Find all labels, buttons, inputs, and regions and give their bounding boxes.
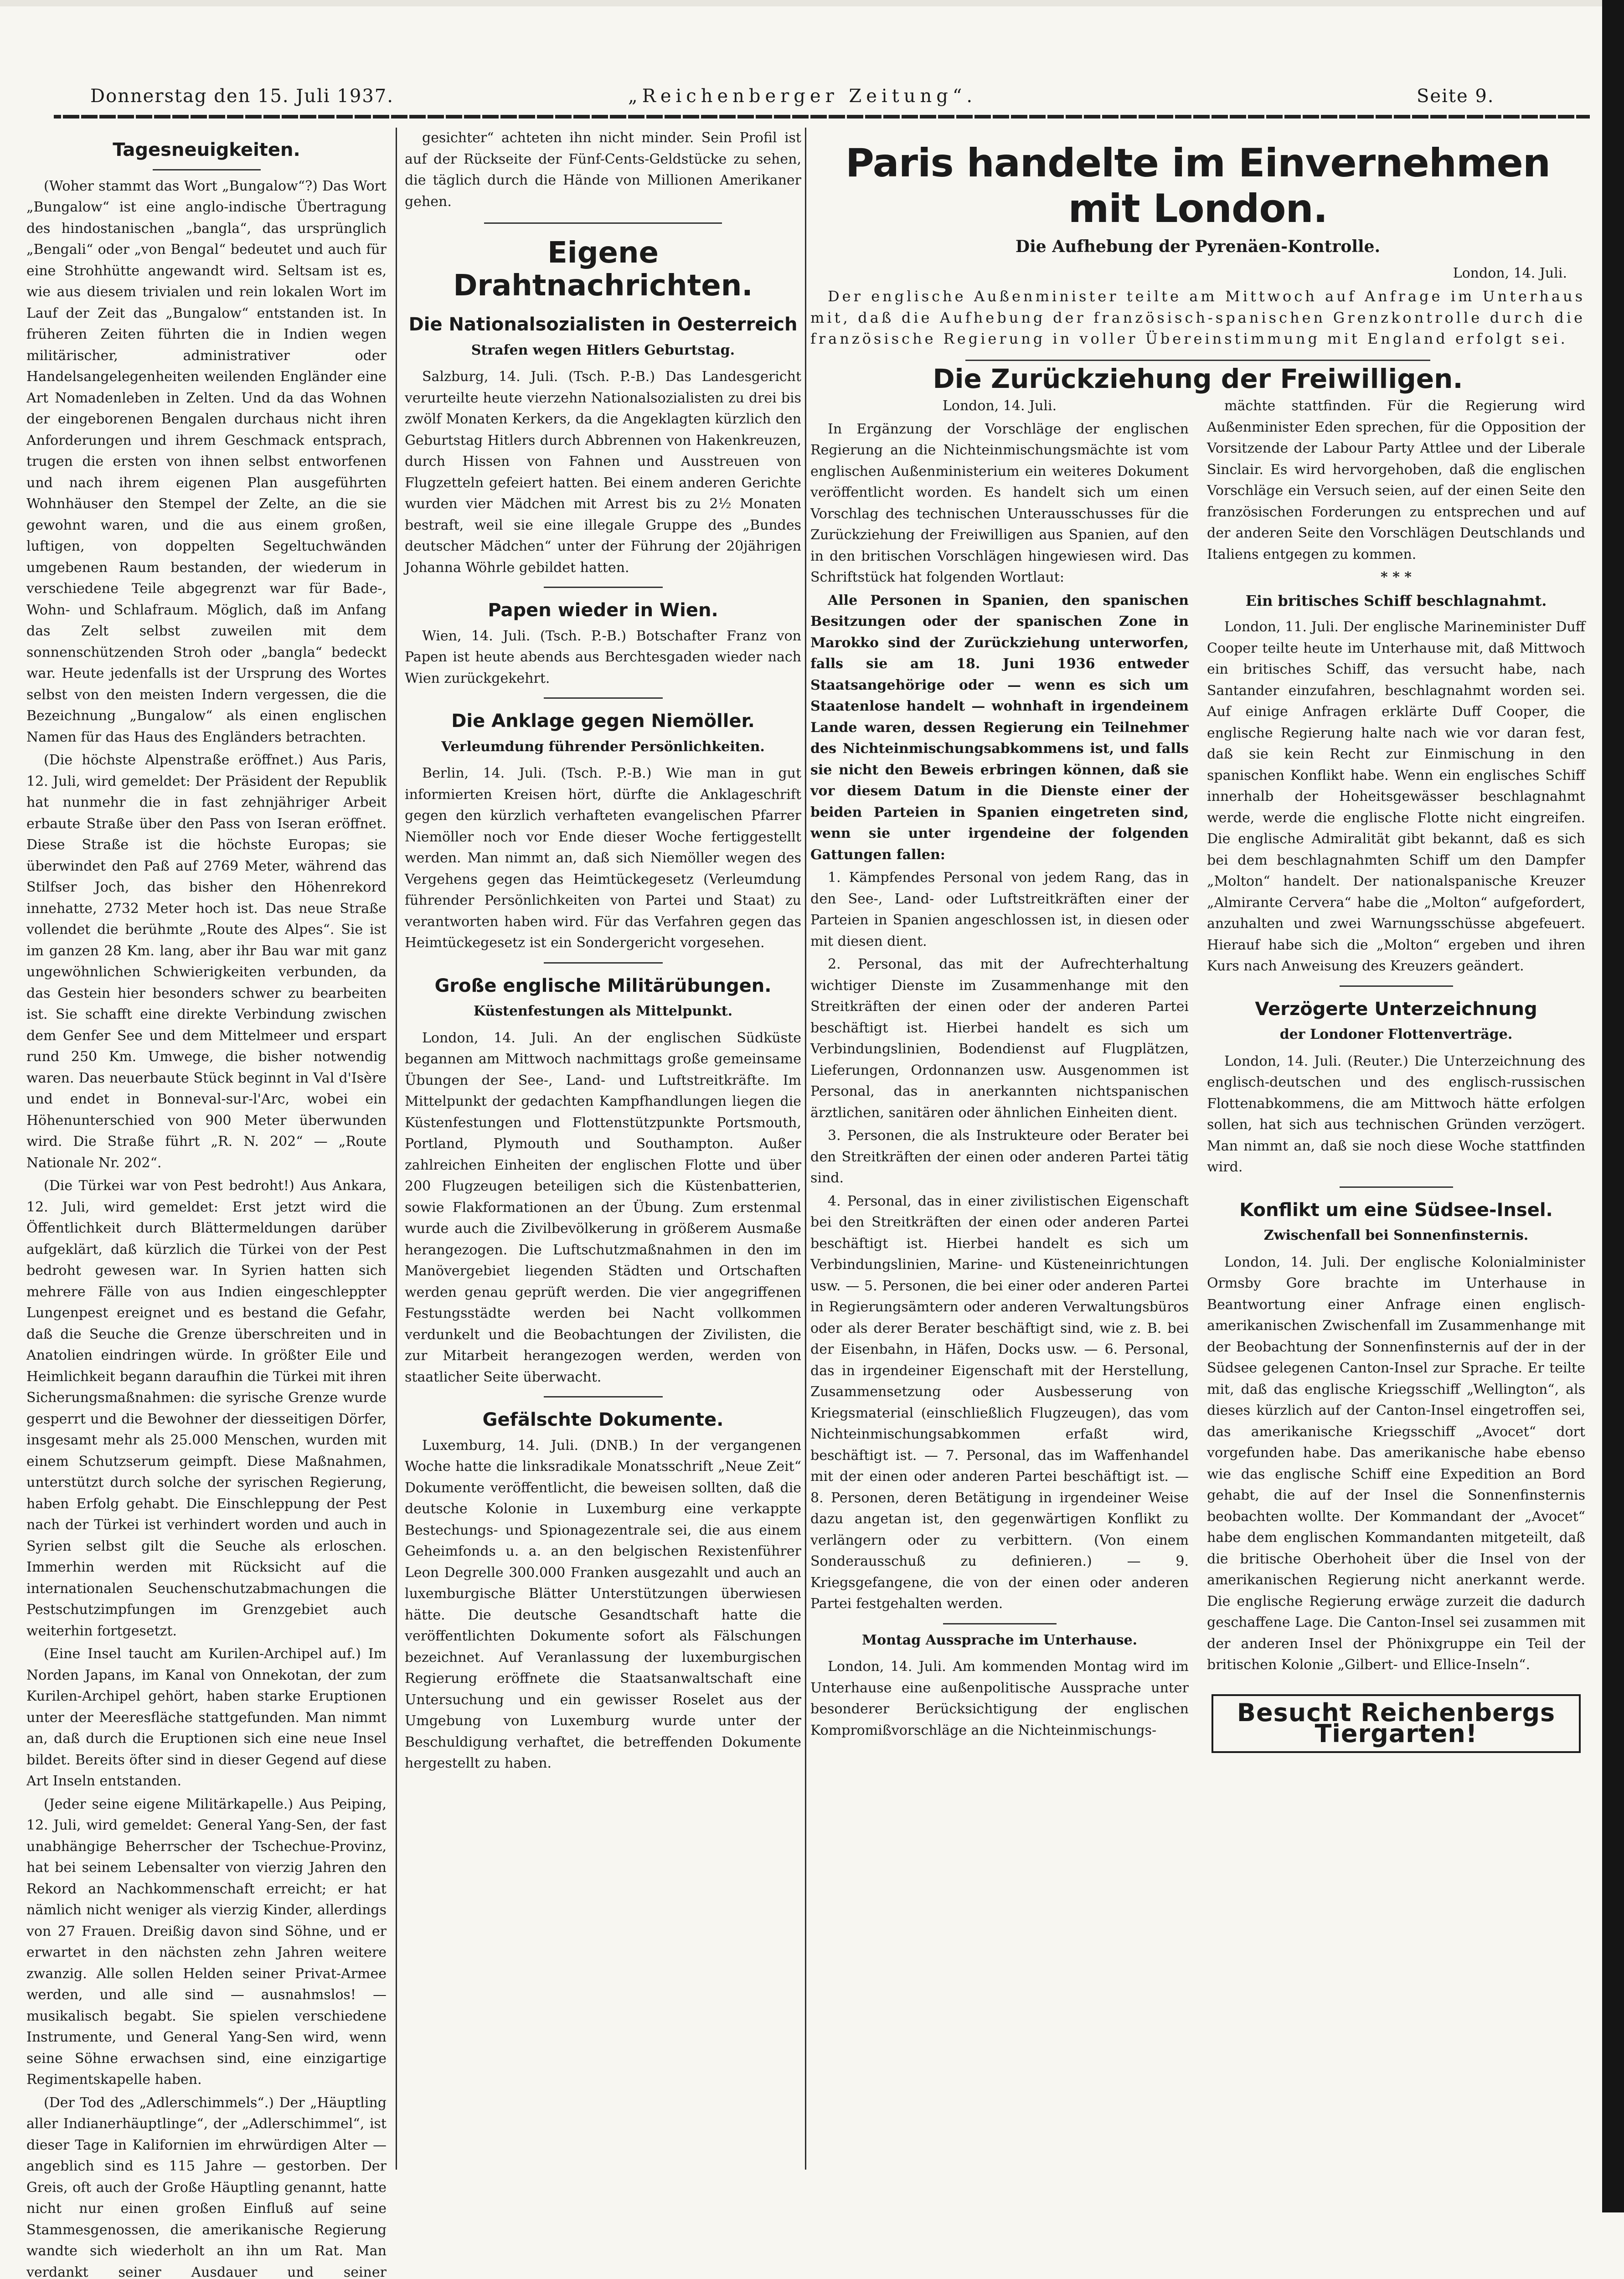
subheadline-aussprache: Montag Aussprache im Unterhause. <box>810 1630 1189 1651</box>
article-aussprache: London, 14. Juli. Am kommenden Montag wird im Unterhause eine außenpolitische Aussprache unter besonderer Berücksichtigung der englischen Kompromißvorschläge an die Nichteinmischungs- <box>810 1656 1189 1741</box>
divider <box>544 587 663 588</box>
column-rule-2 <box>805 128 806 2170</box>
article-item-1: 1. Kämpfendes Personal von jedem Rang, das in den See-, Land- oder Luftstreitkräften einer der Parteien in Spanien angeschlossen ist, in diesen oder mit diesen dient. <box>810 867 1189 952</box>
divider <box>544 1396 663 1397</box>
article-canton-insel: London, 14. Juli. Der englische Kolonialminister Ormsby Gore brachte im Unterhause in Beantwortung einer Anfrage einen englisch-amerikanischen Zwischenfall im Zusammenhange mit der Beobachtung der Sonnenfinsternis auf der in der Südsee gelegenen Canton-Insel zur Sprache. Er teilte mit, daß das englische Kriegsschiff „Wellington“, als dieses kürzlich auf der Canton-Insel eingetroffen sei, das amerikanische Kriegsschiff „Avocet“ dort vorgefunden habe. Das amerikanische habe ebenso wie das englische Schiff eine Expedition an Bord gehabt, die auf der Insel die Sonnenfinsternis beobachten wollte. Der Kommandant der „Avocet“ habe dem englischen Kommandanten mitgeteilt, daß die britische Oberhoheit über die Insel von der amerikanischen Regierung nicht anerkannt werde. Die englische Regierung erwäge zurzeit die dadurch geschaffene Lage. Die Canton-Insel sei zusammen mit der anderen Insel der Phönixgruppe ein Teil der britischen Kolonie „Gilbert- und Ellice-Inseln“. <box>1207 1252 1585 1676</box>
divider <box>153 169 261 170</box>
section-title-drahtnachrichten: Eigene Drahtnachrichten. <box>405 237 801 302</box>
two-column-block <box>810 396 1585 1753</box>
headline-militaeruebungen: Große englische Militärübungen. <box>405 975 801 997</box>
subcolumn-left <box>810 396 1189 1753</box>
article-alpenstrasse: (Die höchste Alpenstraße eröffnet.) Aus Paris, 12. Juli, wird gemeldet: Der Präsident der Republik hat nunmehr die in fast zehnjähriger Arbeit erbaute Straße über den Pass von Iseran eröffnet. Diese Straße ist die höchste Europas; sie überwindet den Paß auf 2769 Meter, während das Stilfser Joch, das bisher den Höhenrekord innehatte, 2732 Meter hoch ist. Das neue Straße vollendet die berühmte „Route des Alpes“. Sie ist im ganzen 28 Km. lang, aber ihr Bau war mit ganz ungewöhnlichen Schwierigkeiten verbunden, da das Gestein hier besonders schwer zu bearbeiten ist. Sie schafft eine direkte Verbindung zwischen dem Genfer See und dem Mittelmeer und erspart rund 250 Km. Umwege, die bisher notwendig waren. Das neuerbaute Stück beginnt in Val d'Isère und endet in Bonneval-sur-l'Arc, wobei ein Höhenunterschied von 900 Meter überwunden wird. Die Straße führt „R. N. 202“ — „Route Nationale Nr. 202“. <box>26 750 387 1174</box>
headline-zurueckziehung: Die Zurückziehung der Freiwilligen. <box>810 368 1585 390</box>
divider <box>1340 985 1453 987</box>
main-lead-paragraph: Der englische Außenminister teilte am Mittwoch auf Anfrage im Unterhaus mit, daß die Aufhebung der französisch-spanischen Grenzkontrolle durch die französische Regierung in voller Übereinstimmung mit England erfolgt sei. <box>810 286 1585 350</box>
divider <box>943 1623 1057 1624</box>
headline-niemoeller: Die Anklage gegen Niemöller. <box>405 711 801 732</box>
article-adlerschimmel: (Der Tod des „Adlerschimmels“.) Der „Häuptling aller Indianerhäuptlinge“, der „Adlerschimmel“, ist dieser Tage in Kalifornien im ehrwürdigen Alter — angeblich sind es 115 Jahre — gestorben. Der Greis, oft auch der Große Häuptling genannt, hatte nicht nur einen großen Einfluß auf seine Stammesgenossen, die amerikanische Regierung wandte sich wiederholt an ihn um Rat. Man verdankt seiner Ausdauer und seiner <box>26 2093 387 2279</box>
newspaper-page <box>26 64 1585 2188</box>
article-item-2: 2. Personal, das mit der Aufrechterhaltung wichtiger Dienste im Zusammenhange mit den Streitkräften der einen oder der anderen Partei beschäftigt ist. Hierbei handelt es sich um Verbindungslinien, Bodendienst auf Flugplätzen, Lieferungen, Ordonnanzen usw. Ausgenommen ist Personal, das in anerkannten nichtspanischen ärztlichen, sanitären oder ähnlichen Einheiten dient. <box>810 954 1189 1124</box>
page-top-edge <box>0 0 1624 6</box>
header-page-number: Seite 9. <box>1417 86 1495 107</box>
article-item-3: 3. Personen, die als Instrukteure oder Berater bei den Streitkräften der einen oder anderen Partei tätig sind. <box>810 1125 1189 1189</box>
subheadline-niemoeller: Verleumdung führender Persönlichkeiten. <box>405 737 801 758</box>
divider <box>544 962 663 964</box>
subheadline-kuestenfestungen: Küstenfestungen als Mittelpunkt. <box>405 1001 801 1022</box>
headline-nationalsozialisten: Die Nationalsozialisten in Oesterreich <box>405 314 801 335</box>
article-item-4-9: 4. Personal, das in einer zivilistischen Eigenschaft bei den Streitkräften der einen oder anderen Partei beschäftigt ist. Hierbei handelt es sich um Verbindungslinien, Marine- und Küsteneinrichtungen usw. — 5. Personen, die bei einer oder anderen Partei in Regierungsämtern oder anderen Verwaltungsbüros oder als derer Berater beschäftigt sind, wie z. B. bei der Eisenbahn, in Häfen, Docks usw. — 6. Personal, das in irgendeiner Eigenschaft mit der Herstellung, Zusammensetzung oder Ausbesserung von Kriegsmaterial (einschließlich Flugzeugen), das vom Nichteinmischungsabkommen erfaßt wird, beschäftigt ist. — 7. Personal, das im Waffenhandel mit der einen oder anderen Partei beschäftigt ist. — 8. Personen, deren Betätigung in irgendeiner Weise dazu angetan ist, den gegenwärtigen Konflikt zu verlängern oder zu verbittern. (Von einem Sonderausschuß zu definieren.) — 9. Kriegsgefangene, die von der einen oder anderen Partei festgehalten werden. <box>810 1191 1189 1615</box>
headline-gefaelschte-dokumente: Gefälschte Dokumente. <box>405 1409 801 1431</box>
headline-verzoegerte-unterzeichnung: Verzögerte Unterzeichnung <box>1207 999 1585 1020</box>
dateline-london: London, 14. Juli. <box>810 396 1189 417</box>
article-schiff-beschlagnahmt: London, 11. Juli. Der englische Marineminister Duff Cooper teilte heute im Unterhause mit, daß Mittwoch ein britisches Schiff, das versucht habe, nach Santander einzufahren, beschlagnahmt worden sei. Auf einige Anfragen erklärte Duff Cooper, die englische Regierung halte nach wie vor daran fest, daß sie kein Recht zur Einmischung in den spanischen Konflikt habe. Wenn ein englisches Schiff innerhalb der Hoheitsgewässer beschlagnahmt werde, werde die englische Flotte nicht eingreifen. Die englische Admiralität gibt bekannt, daß es sich bei dem beschlagnahmten Schiff um den Dampfer „Molton“ handelt. Der nationalspanische Kreuzer „Almirante Cervera“ habe die „Molton“ aufgefordert, anzuhalten und zwei Warnungsschüsse abgefeuert. Hierauf habe sich die „Molton“ ergeben und ihren Kurs nach Anweisung des Kreuzers geändert. <box>1207 617 1585 977</box>
subcolumn-right <box>1207 396 1585 1753</box>
subheadline-sonnenfinsternis: Zwischenfall bei Sonnenfinsternis. <box>1207 1225 1585 1247</box>
headline-suedsee-insel: Konflikt um eine Südsee-Insel. <box>1207 1200 1585 1221</box>
divider <box>544 697 663 699</box>
divider <box>965 360 1430 361</box>
article-vorschlag: In Ergänzung der Vorschläge der englischen Regierung an die Nichteinmischungsmächte ist vom englischen Außenministerium ein weiteres Dokument veröffentlicht worden. Es handelt sich um einen Vorschlag des technischen Unterausschusses für die Zurückziehung der Freiwilligen aus Spanien, auf den in den britischen Vorschlägen hingewiesen wird. Das Schriftstück hat folgenden Wortlaut: <box>810 419 1189 588</box>
main-headline-paris-london: Paris handelte im Einvernehmen mit London. <box>810 140 1585 232</box>
article-alle-personen: Alle Personen in Spanien, den spanischen Besitzungen oder der spanischen Zone in Marokko sind der Zurückziehung unterworfen, falls sie am 18. Juni 1936 entweder Staatsangehörige oder — wenn es sich um Staatenlose handelt — wohnhaft in irgendeinem Lande waren, dessen Regierung ein Teilnehmer des Nichteinmischungsabkommens ist, und falls sie nicht den Beweis erbringen können, daß sie vor diesem Datum in die Dienste einer der beiden Parteien in Spanien eingetreten sind, wenn sie unter irgendeine der folgenden Gattungen fallen: <box>810 590 1189 866</box>
section-title-tagesneuigkeiten: Tagesneuigkeiten. <box>26 139 387 161</box>
page-header <box>26 64 1585 100</box>
stars-separator: * * * <box>1207 567 1585 588</box>
headline-schiff-beschlagnahmt: Ein britisches Schiff beschlagnahmt. <box>1207 590 1585 612</box>
subheadline-hitlers-geburtstag: Strafen wegen Hitlers Geburtstag. <box>405 340 801 361</box>
article-luxemburg: Luxemburg, 14. Juli. (DNB.) In der vergangenen Woche hatte die linksradikale Monatsschrift „Neue Zeit“ Dokumente veröffentlicht, die beweisen sollten, daß die deutsche Kolonie in Luxemburg eine verkappte Bestechungs- und Spionagezentrale sei, die aus einem Geheimfonds u. a. an den belgischen Rexistenführer Leon Degrelle 300.000 Franken ausgezahlt und auch an luxemburgische Blätter Unterstützungen überwiesen hätte. Die deutsche Gesandtschaft hatte die veröffentlichten Dokumente sofort als Fälschungen bezeichnet. Auf Veranlassung der luxemburgischen Regierung eröffnete die Staatsanwaltschaft eine Untersuchung und ein gewisser Roselet aus der Umgebung von Luxemburg wurde unter der Beschuldigung verhaftet, die betreffenden Dokumente hergestellt zu haben. <box>405 1435 801 1774</box>
header-rule <box>54 115 1590 119</box>
divider <box>484 222 722 224</box>
advertisement-tiergarten: Besucht Reichenbergs Tiergarten! <box>1212 1694 1581 1753</box>
main-subheadline-pyrenaeen: Die Aufhebung der Pyrenäen-Kontrolle. <box>810 236 1585 258</box>
article-continuation-eden: mächte stattfinden. Für die Regierung wird Außenminister Eden sprechen, für die Opposition der Vorsitzende der Labour Party Attlee und der Liberale Sinclair. Es wird hervorgehoben, daß die englischen Vorschläge ein Versuch seien, auf der einen Seite den französischen Forderungen zu entsprechen und auf der anderen Seite den Vorschlägen Deutschlands und Italiens entgegen zu kommen. <box>1207 396 1585 565</box>
header-paper-name: „Reichenberger Zeitung“. <box>628 86 977 107</box>
main-dateline: London, 14. Juli. <box>810 263 1585 284</box>
header-date: Donnerstag den 15. Juli 1937. <box>90 86 394 107</box>
article-continuation: gesichter“ achteten ihn nicht minder. Sein Profil ist auf der Rückseite der Fünf-Cents-Geldstücke zu sehen, die täglich durch die Hände von Millionen Amerikaner gehen. <box>405 128 801 212</box>
article-papen: Wien, 14. Juli. (Tsch. P.-B.) Botschafter Franz von Papen ist heute abends aus Berchtesgaden wieder nach Wien zurückgekehrt. <box>405 626 801 690</box>
column-1 <box>26 128 387 2279</box>
column-rule-1 <box>396 128 397 2170</box>
divider <box>1340 1186 1453 1188</box>
article-militaeruebungen: London, 14. Juli. An der englischen Südküste begannen am Mittwoch nachmittags große gemeinsame Übungen der See-, Land- und Luftstreitkräfte. Im Mittelpunkt der gedachten Kampfhandlungen liegen die Küstenfestungen und Flottenstützpunkte Portsmouth, Portland, Plymouth und Southampton. Außer zahlreichen Einheiten der englischen Flotte und über 200 Flugzeugen beteiligen sich die Küstenbatterien, sowie Flakformationen an der Übung. Zum erstenmal wurde auch die Zivilbevölkerung in größerem Ausmaße herangezogen. Die Luftschutzmaßnahmen in den im Manövergebiet liegenden Städten und Ortschaften werden genau geprüft werden. Die vier angegriffenen Festungsstädte werden bei Nacht vollkommen verdunkelt und die Beobachtungen der Zivilisten, die zur Mitarbeit herangezogen werden, werden von staatlicher Seite überwacht. <box>405 1028 801 1388</box>
article-niemoeller: Berlin, 14. Juli. (Tsch. P.-B.) Wie man in gut informierten Kreisen hört, dürfte die Anklageschrift gegen den kürzlich verhafteten evangelischen Pfarrer Niemöller noch vor Ende dieser Woche fertiggestellt werden. Man nimmt an, daß sich Niemöller wegen des Vergehens gegen das Heimtückegesetz (Verleumdung führender Persönlichkeiten von Partei und Staat) zu verantworten haben wird. Für das Verfahren gegen das Heimtückegesetz ist ein Sondergericht vorgesehen. <box>405 763 801 954</box>
article-kurilen-insel: (Eine Insel taucht am Kurilen-Archipel auf.) Im Norden Japans, im Kanal von Onnekotan, der zum Kurilen-Archipel gehört, haben starke Eruptionen unter der Meeresfläche stattgefunden. Man nimmt an, daß durch die Eruptionen sich eine neue Insel bildet. Bereits öfter sind in dieser Gegend auf diese Art Inseln entstanden. <box>26 1644 387 1792</box>
article-tuerkei-pest: (Die Türkei war von Pest bedroht!) Aus Ankara, 12. Juli, wird gemeldet: Erst jetzt wird die Öffentlichkeit durch Blättermeldungen darüber aufgeklärt, daß kürzlich die Türkei von der Pest bedroht gewesen war. In Syrien hatten sich mehrere Fälle von aus Indien eingeschleppter Lungenpest ereignet und es bestand die Gefahr, daß die Seuche die Grenze überschreiten und in Anatolien eindringen würde. In größter Eile und Heimlichkeit begann daraufhin die Türkei mit ihren Sicherungsmaßnahmen: die syrische Grenze wurde gesperrt und die Bewohner der diesseitigen Dörfer, insgesamt mehr als 25.000 Menschen, wurden mit einem Schutzserum geimpft. Diese Maßnahmen, unterstützt durch solche der syrischen Regierung, haben Erfolg gehabt. Die Einschleppung der Pest nach der Türkei ist verhindert worden und auch in Syrien selbst gilt die Seuche als erloschen. Immerhin werden mit Rücksicht auf die internationalen Seuchenschutzabmachungen die Pestschutzimpfungen im Grenzgebiet auch weiterhin fortgesetzt. <box>26 1176 387 1642</box>
article-bungalow: (Woher stammt das Wort „Bungalow“?) Das Wort „Bungalow“ ist eine anglo-indische Übertragung des hindostanischen „bangla“, das ursprünglich „Bengali“ oder „von Bengal“ bedeutet und auch für eine Strohhütte angewandt wird. Seltsam ist es, wie aus diesem trivialen und rein lokalen Wort im Lauf der Zeit das „Bungalow“ entstanden ist. In früheren Zeiten führten die in Indien wegen militärischer, administrativer oder Handelsangelegenheiten weilenden Engländer eine Art Nomadenleben in Zelten. Und da das Wohnen der eingeborenen Bengalen durchaus nicht ihren Anforderungen und ihrem Geschmack entsprach, trugen die ersten von ihnen selbst entworfenen und nach ihrem eigenen Plan ausgeführten Wohnhäuser den Stempel der Zelte, an die sie gewohnt waren, und die aus einem großen, luftigen, von doppelten Segeltuchwänden umgebenen Raum bestanden, der wiederum in verschiedene Teile abgegrenzt war für Bade-, Wohn- und Schlafraum. Möglich, daß im Anfang das Zelt selbst zuweilen mit dem sonnenschützenden Stroh oder „bangla“ bedeckt war. Heute jedenfalls ist der Ursprung des Wortes selbst von den meisten Indern vergessen, die die Bezeichnung „Bungalow“ als einen englischen Namen für das Haus des Engländers betrachten. <box>26 176 387 748</box>
scan-dark-edge <box>1602 0 1624 2212</box>
column-2 <box>405 128 801 1776</box>
article-salzburg: Salzburg, 14. Juli. (Tsch. P.-B.) Das Landesgericht verurteilte heute vierzehn Nationalsozialisten zu drei bis zwölf Monaten Kerkers, da die Angeklagten kürzlich den Geburtstag Hitlers durch Abbrennen von Hakenkreuzen, durch Hissen von Fahnen und Ausstreuen von Flugzetteln gefeiert hatten. Bei einem anderen Gerichte wurden vier Mädchen mit Arrest bis zu 2½ Monaten bestraft, weil sie eine illegale Gruppe des „Bundes deutscher Mädchen“ unter der Führung der 20jährigen Johanna Wöhrle gebildet hatten. <box>405 366 801 578</box>
article-flottenvertraege: London, 14. Juli. (Reuter.) Die Unterzeichnung des englisch-deutschen und des englisch-russischen Flottenabkommens, die am Mittwoch hätte erfolgen sollen, hat sich aus technischen Gründen verzögert. Man nimmt an, daß sie noch diese Woche stattfinden wird. <box>1207 1051 1585 1178</box>
column-3 <box>810 128 1585 1753</box>
subheadline-flottenvertraege: der Londoner Flottenverträge. <box>1207 1024 1585 1046</box>
article-militaerkapelle: (Jeder seine eigene Militärkapelle.) Aus Peiping, 12. Juli, wird gemeldet: General Yang-Sen, der fast unabhängige Beherrscher der Tschechue-Provinz, hat bei seinem Lebensalter von vierzig Jahren den Rekord an Nachkommenschaft erreicht; er hat nämlich nicht weniger als vierzig Kinder, allerdings von 27 Frauen. Dreißig davon sind Söhne, und er erwartet in den nächsten zehn Jahren weitere zwanzig. Alle sollen Helden seiner Privat-Armee werden, und alle sind — ausnahmslos! — musikalisch begabt. Sie spielen verschiedene Instrumente, und General Yang-Sen wird, wenn seine Söhne erwachsen sind, eine einzigartige Regimentskapelle haben. <box>26 1794 387 2091</box>
headline-papen: Papen wieder in Wien. <box>405 600 801 621</box>
